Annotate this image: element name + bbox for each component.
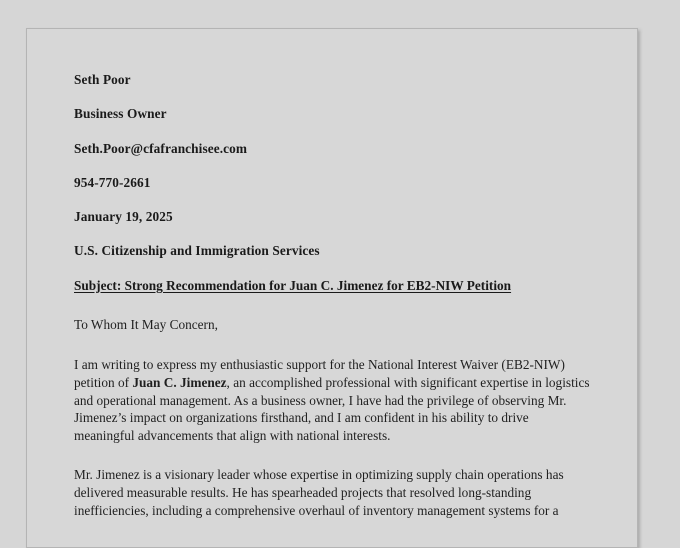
body-paragraph-2: Mr. Jimenez is a visionary leader whose expertise in optimizing supply chain operations has delivered measurable results. He has spearheaded projects that resolved long-standing inefficiencies, including a comprehensive overhaul of inventory management systems for a (74, 467, 564, 518)
paragraph-1-part-2: , an accomplished professional with significant expertise in logistics and operational management. As a business owner, I have had the privilege of observing Mr. Jimenez’s impact on organizations firsthand, and I am confident in his ability to drive meaningful advancements that align with national interests. (74, 374, 590, 443)
subject-line: Subject: Strong Recommendation for Juan C. Jimenez for EB2-NIW Petition (74, 277, 512, 293)
sender-phone: 954-770-2661 (74, 174, 151, 190)
paragraph-1-part-1: I am writing to express my enthusiastic support for the National Interest Waiver (EB2-NIW) petition of (74, 357, 565, 390)
applicant-name-bold: Juan C. Jimenez (132, 374, 227, 390)
body-paragraph-1 (74, 356, 592, 444)
sender-title: Business Owner (74, 106, 167, 122)
sender-email: Seth.Poor@cfafranchisee.com (74, 140, 248, 156)
document-page (26, 28, 638, 548)
sender-name: Seth Poor (74, 72, 131, 87)
salutation: To Whom It May Concern, (74, 317, 218, 333)
letter-date: January 19, 2025 (74, 209, 173, 225)
letterhead-block (74, 73, 592, 258)
document-content (74, 73, 592, 541)
recipient-agency: U.S. Citizenship and Immigration Services (74, 243, 320, 259)
